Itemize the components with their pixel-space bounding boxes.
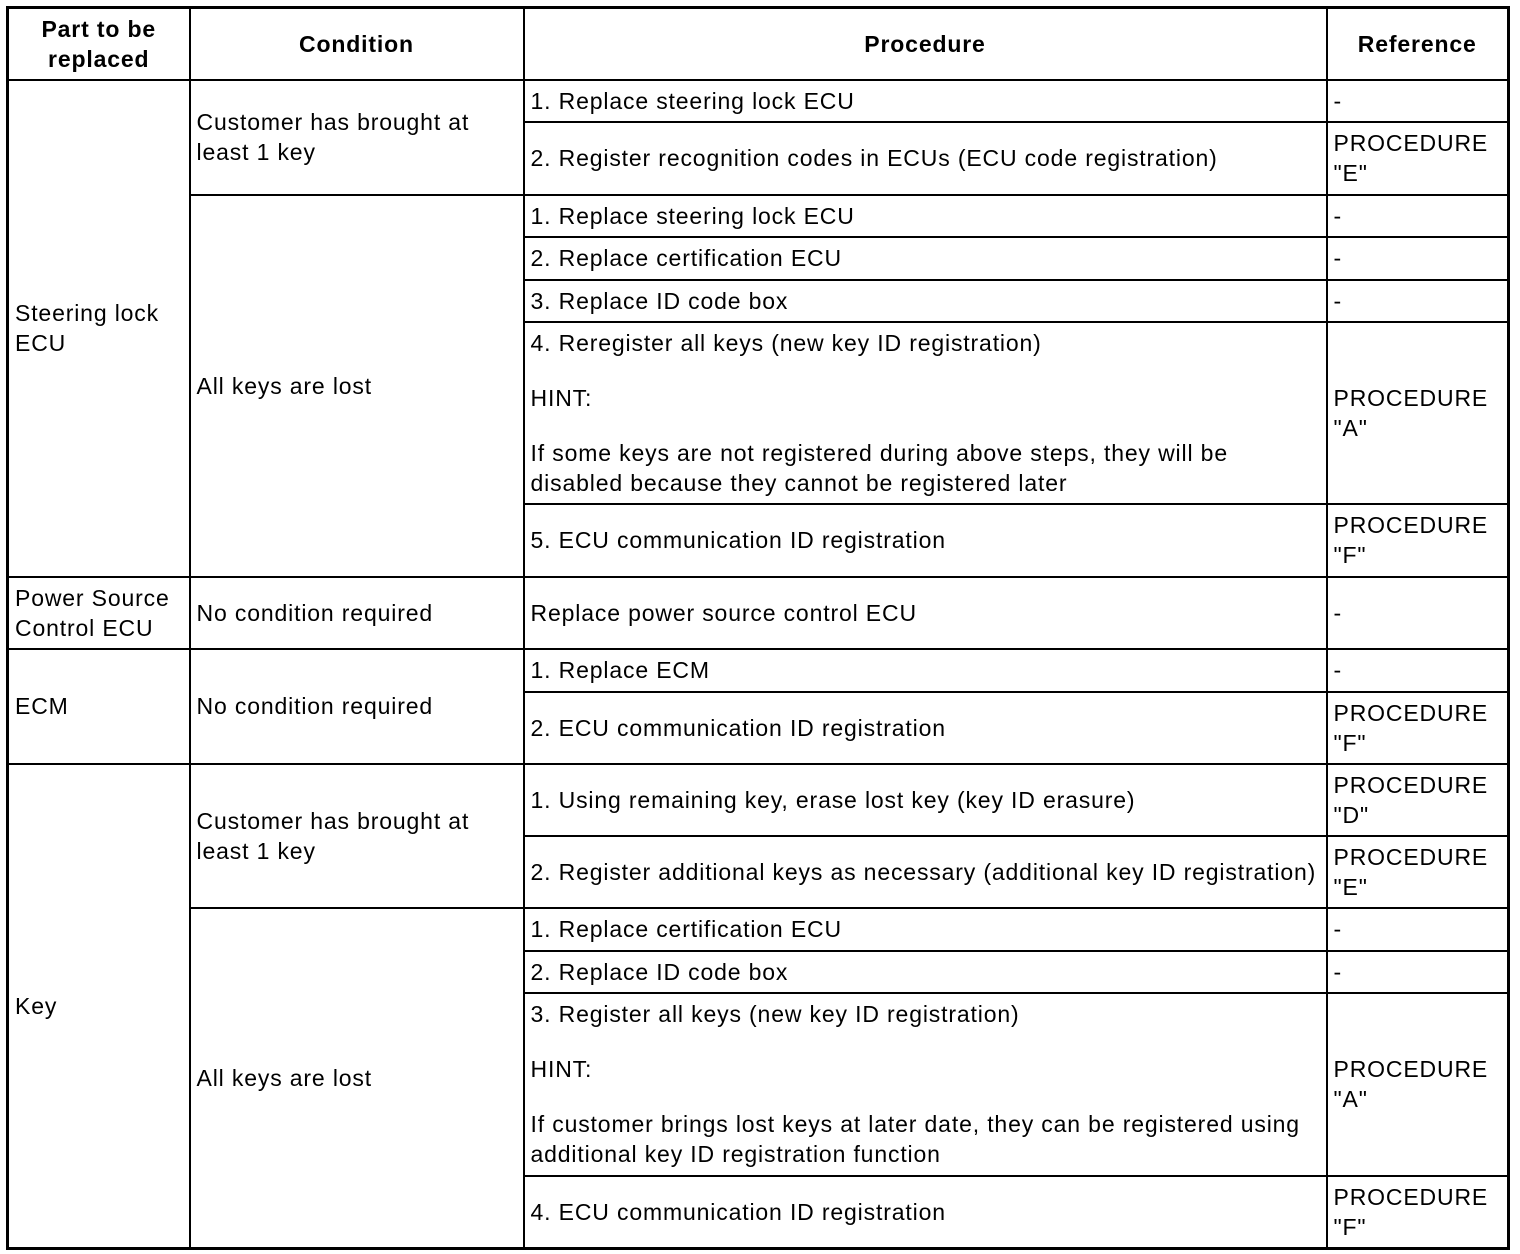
procedure-cell: 4. ECU communication ID registration bbox=[524, 1176, 1327, 1249]
procedure-cell: 2. Register additional keys as necessary (additional key ID registration) bbox=[524, 836, 1327, 908]
condition-cell: All keys are lost bbox=[190, 908, 524, 1249]
table-row bbox=[8, 908, 1509, 951]
condition-cell: No condition required bbox=[190, 577, 524, 649]
procedure-step-text: 3. Register all keys (new key ID registration) bbox=[530, 1001, 1020, 1027]
procedure-cell: 2. ECU communication ID registration bbox=[524, 692, 1327, 764]
hint-text: If customer brings lost keys at later date, they can be registered using additional key ID registration function bbox=[530, 1111, 1300, 1167]
condition-cell: All keys are lost bbox=[190, 195, 524, 577]
part-cell: ECM bbox=[8, 649, 190, 764]
reference-cell: - bbox=[1327, 80, 1509, 122]
reference-cell: - bbox=[1327, 577, 1509, 649]
procedure-cell: Replace power source control ECU bbox=[524, 577, 1327, 649]
header-procedure: Procedure bbox=[524, 8, 1327, 80]
procedure-cell: 3. Replace ID code box bbox=[524, 280, 1327, 322]
procedure-cell: 1. Replace certification ECU bbox=[524, 908, 1327, 951]
reference-cell: PROCEDURE "E" bbox=[1327, 836, 1509, 908]
table-row bbox=[8, 577, 1509, 649]
procedure-cell bbox=[524, 322, 1327, 504]
reference-cell: PROCEDURE "E" bbox=[1327, 122, 1509, 195]
replacement-procedure-table bbox=[6, 6, 1510, 1250]
reference-cell: - bbox=[1327, 649, 1509, 692]
procedure-cell: 1. Replace steering lock ECU bbox=[524, 195, 1327, 237]
reference-cell: - bbox=[1327, 951, 1509, 993]
reference-cell: - bbox=[1327, 280, 1509, 322]
header-reference: Reference bbox=[1327, 8, 1509, 80]
header-condition: Condition bbox=[190, 8, 524, 80]
procedure-cell: 2. Replace certification ECU bbox=[524, 237, 1327, 280]
header-row bbox=[8, 8, 1509, 80]
procedure-cell bbox=[524, 993, 1327, 1176]
table-row bbox=[8, 649, 1509, 692]
reference-cell: - bbox=[1327, 908, 1509, 951]
procedure-cell: 1. Replace steering lock ECU bbox=[524, 80, 1327, 122]
hint-label: HINT: bbox=[530, 1056, 593, 1082]
reference-cell: - bbox=[1327, 237, 1509, 280]
reference-cell: PROCEDURE "F" bbox=[1327, 504, 1509, 577]
procedure-cell: 1. Using remaining key, erase lost key (key ID erasure) bbox=[524, 764, 1327, 836]
reference-cell: PROCEDURE "F" bbox=[1327, 1176, 1509, 1249]
procedure-cell: 2. Register recognition codes in ECUs (ECU code registration) bbox=[524, 122, 1327, 195]
procedure-cell: 5. ECU communication ID registration bbox=[524, 504, 1327, 577]
hint-text: If some keys are not registered during above steps, they will be disabled because they cannot be registered later bbox=[530, 439, 1228, 496]
reference-cell: PROCEDURE "D" bbox=[1327, 764, 1509, 836]
table-row bbox=[8, 764, 1509, 836]
reference-cell: - bbox=[1327, 195, 1509, 237]
procedure-cell: 1. Replace ECM bbox=[524, 649, 1327, 692]
condition-cell: Customer has brought at least 1 key bbox=[190, 80, 524, 195]
reference-cell: PROCEDURE "F" bbox=[1327, 692, 1509, 764]
table-row bbox=[8, 80, 1509, 122]
hint-label: HINT: bbox=[530, 384, 593, 411]
procedure-step-text: 4. Reregister all keys (new key ID registration) bbox=[530, 329, 1042, 356]
condition-cell: No condition required bbox=[190, 649, 524, 764]
part-cell: Key bbox=[8, 764, 190, 1249]
reference-cell: PROCEDURE "A" bbox=[1327, 322, 1509, 504]
part-cell: Power Source Control ECU bbox=[8, 577, 190, 649]
header-part: Part to be replaced bbox=[8, 8, 190, 80]
reference-cell: PROCEDURE "A" bbox=[1327, 993, 1509, 1176]
table-row bbox=[8, 195, 1509, 237]
part-cell: Steering lock ECU bbox=[8, 80, 190, 577]
procedure-cell: 2. Replace ID code box bbox=[524, 951, 1327, 993]
condition-cell: Customer has brought at least 1 key bbox=[190, 764, 524, 908]
